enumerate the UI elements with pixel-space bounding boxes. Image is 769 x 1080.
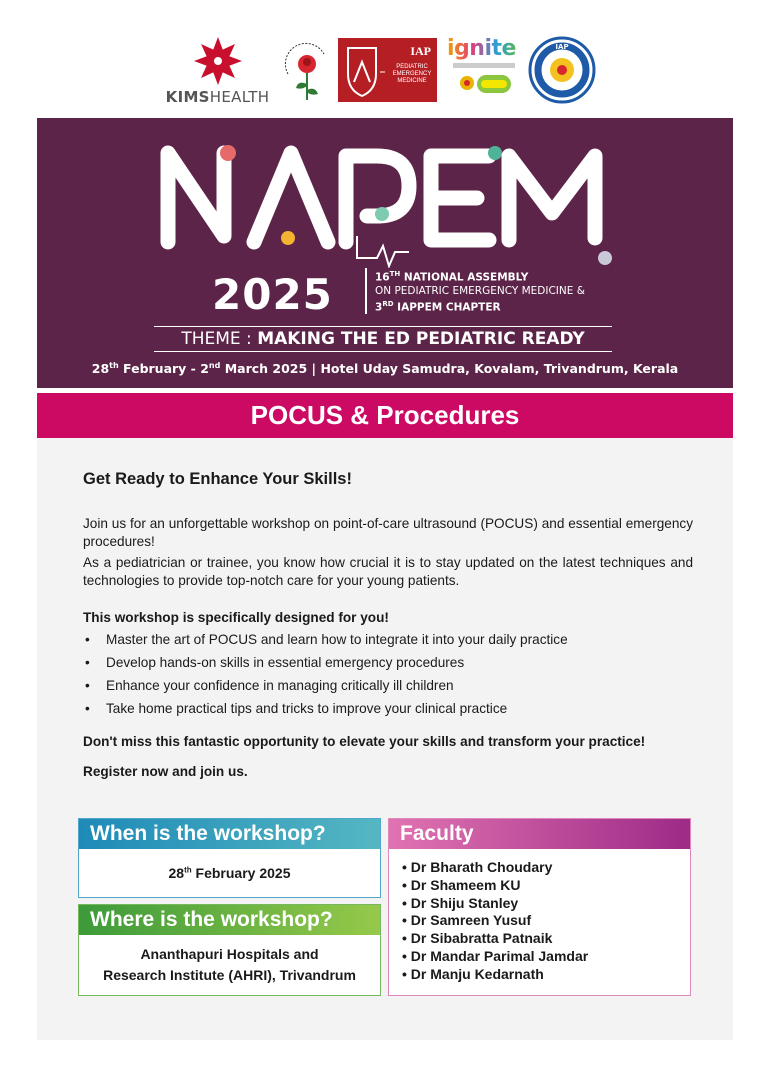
napem-logotype	[37, 118, 733, 268]
when-box	[78, 818, 381, 898]
where-box	[78, 904, 381, 996]
faculty-member: • Dr Shiju Stanley	[402, 895, 690, 913]
list-item: • Enhance your confidence in managing critically ill children	[83, 677, 693, 695]
ignite-badges-icon	[447, 61, 521, 101]
venue-line-1: Ananthapuri Hospitals and	[140, 946, 319, 962]
workshop-venue	[79, 944, 380, 986]
kims-wordmark: KIMSHEALTH	[165, 88, 270, 106]
sponsor-logos	[0, 30, 769, 110]
faculty-member: • Dr Manju Kedarnath	[402, 966, 690, 984]
assembly-line-2: ON PEDIATRIC EMERGENCY MEDICINE &	[375, 284, 585, 297]
register-prompt: Register now and join us.	[83, 764, 248, 779]
kims-star-icon	[191, 36, 245, 86]
iap-round-seal-icon	[528, 36, 596, 104]
benefits-list	[83, 631, 693, 718]
workshop-date: 28th February 2025	[168, 865, 291, 881]
shield-icon	[340, 38, 385, 102]
iap-thiruvananthapuram-logo	[528, 36, 596, 104]
workshop-description	[83, 470, 693, 781]
faculty-member: • Dr Mandar Parimal Jamdar	[402, 948, 690, 966]
ignite-wordmark: ignite	[447, 36, 521, 61]
intro-paragraph: Join us for an unforgettable workshop on point-of-care ultrasound (POCUS) and essential emergency procedures!	[83, 516, 693, 549]
faculty-member: • Dr Shameem KU	[402, 877, 690, 895]
workshop-title: POCUS & Procedures	[37, 393, 733, 438]
faculty-member: • Dr Samreen Yusuf	[402, 912, 690, 930]
event-hero-banner	[37, 118, 733, 388]
list-item: • Take home practical tips and tricks to improve your clinical practice	[83, 700, 693, 718]
iap-pem-abbr: IAP	[410, 44, 431, 58]
faculty-member: • Dr Bharath Choudary	[402, 859, 690, 877]
event-year: 2025	[212, 270, 333, 319]
faculty-member: • Dr Sibabratta Patnaik	[402, 930, 690, 948]
event-subtitle	[365, 268, 585, 314]
venue-line-2: Research Institute (AHRI), Trivandrum	[103, 967, 356, 983]
where-heading: Where is the workshop?	[79, 905, 380, 935]
faculty-box	[388, 818, 691, 996]
event-theme: THEME : MAKING THE ED PEDIATRIC READY	[154, 326, 612, 352]
call-to-action: Don't miss this fantastic opportunity to elevate your skills and transform your practice!	[83, 734, 646, 749]
iap-pem-caption: PEDIATRIC EMERGENCY MEDICINE	[392, 64, 432, 84]
list-item: • Master the art of POCUS and learn how to integrate it into your daily practice	[83, 631, 693, 649]
iap-pem-logo	[338, 38, 437, 102]
headline: Get Ready to Enhance Your Skills!	[83, 470, 352, 488]
svg-text:IAP: IAP	[555, 43, 569, 51]
when-heading: When is the workshop?	[79, 819, 380, 849]
event-dates-venue: 28th February - 2nd March 2025 | Hotel Uday Samudra, Kovalam, Trivandrum, Kerala	[91, 361, 679, 377]
context-paragraph: As a pediatrician or trainee, you know how crucial it is to stay updated on the latest techniques and technologies to provide top-notch care for your young patients.	[83, 555, 693, 588]
iap-rose-emblem-icon	[280, 34, 332, 106]
kims-health-logo	[165, 36, 270, 108]
assembly-line-3: 3RD IAPPEM CHAPTER	[375, 299, 501, 313]
designed-for-heading: This workshop is specifically designed for you!	[83, 610, 389, 625]
iap-academy-logo	[280, 34, 332, 106]
faculty-list	[389, 849, 690, 984]
workshop-details	[37, 438, 733, 1040]
list-item: • Develop hands-on skills in essential emergency procedures	[83, 654, 693, 672]
ignite-logo	[447, 36, 521, 108]
assembly-line-1: 16TH NATIONAL ASSEMBLY	[375, 270, 529, 284]
faculty-heading: Faculty	[389, 819, 690, 849]
